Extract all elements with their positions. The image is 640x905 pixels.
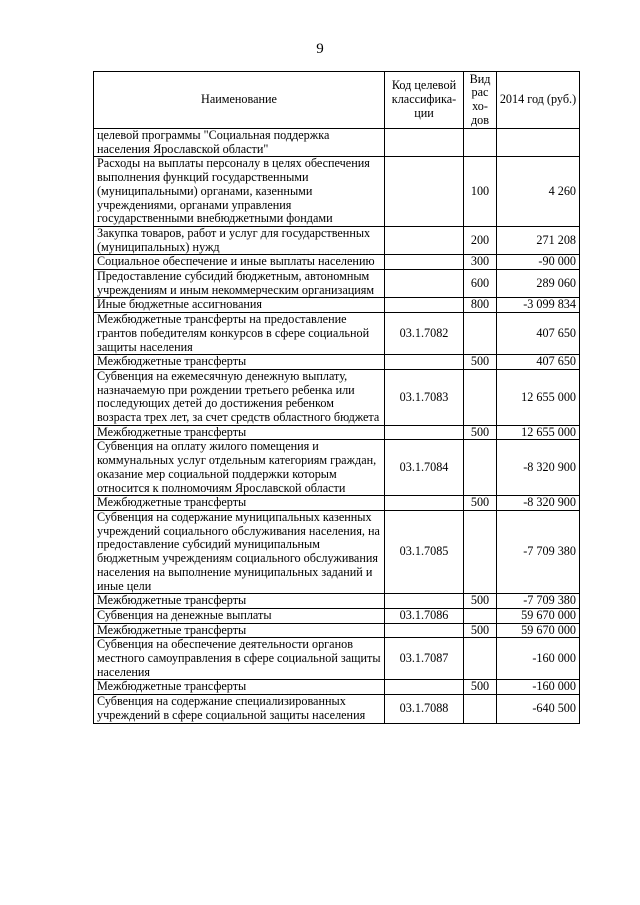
header-sum: 2014 год (руб.) [497, 72, 580, 129]
row-code-cell: 03.1.7086 [385, 608, 464, 623]
row-sum-cell: -90 000 [497, 255, 580, 270]
row-name-cell: Субвенция на содержание специализированных учреждений в сфере социальной защиты населения [94, 695, 385, 723]
table-row [94, 695, 580, 723]
table-row [94, 313, 580, 355]
row-code-cell [385, 298, 464, 313]
row-sum-cell: 12 655 000 [497, 369, 580, 425]
table-row [94, 157, 580, 227]
table-row [94, 680, 580, 695]
row-code-cell [385, 255, 464, 270]
row-type-cell: 500 [464, 496, 497, 511]
row-name-cell: Межбюджетные трансферты на предоставление грантов победителям конкурсов в сфере социальной защиты населения [94, 313, 385, 355]
row-sum-cell: 289 060 [497, 270, 580, 298]
row-type-cell [464, 510, 497, 593]
row-sum-cell: 4 260 [497, 157, 580, 227]
row-type-cell: 600 [464, 270, 497, 298]
table-row [94, 270, 580, 298]
table-row [94, 369, 580, 425]
row-name-cell: Межбюджетные трансферты [94, 623, 385, 638]
row-name-cell: Субвенция на обеспечение деятельности органов местного самоуправления в сфере социальной защиты населения [94, 638, 385, 680]
row-code-cell: 03.1.7084 [385, 440, 464, 496]
row-sum-cell: 407 650 [497, 355, 580, 370]
header-code: Код целевой классифика-ции [385, 72, 464, 129]
header-name: Наименование [94, 72, 385, 129]
row-type-cell [464, 695, 497, 723]
row-code-cell [385, 270, 464, 298]
row-name-cell: Межбюджетные трансферты [94, 680, 385, 695]
table-row [94, 425, 580, 440]
table-row [94, 638, 580, 680]
row-code-cell [385, 594, 464, 609]
row-code-cell: 03.1.7083 [385, 369, 464, 425]
row-name-cell: Социальное обеспечение и иные выплаты населению [94, 255, 385, 270]
row-code-cell [385, 355, 464, 370]
row-code-cell: 03.1.7085 [385, 510, 464, 593]
budget-table [93, 71, 580, 724]
row-name-cell: Субвенция на ежемесячную денежную выплату, назначаемую при рождении третьего ребенка или последующих детей до достижения ребенком возраста трех лет, за счет средств областного бюджета [94, 369, 385, 425]
row-type-cell: 100 [464, 157, 497, 227]
row-sum-cell [497, 129, 580, 157]
row-name-cell: Предоставление субсидий бюджетным, автономным учреждениям и иным некоммерческим организациям [94, 270, 385, 298]
row-type-cell: 300 [464, 255, 497, 270]
row-code-cell [385, 226, 464, 254]
row-type-cell [464, 313, 497, 355]
row-type-cell: 500 [464, 355, 497, 370]
row-sum-cell: -3 099 834 [497, 298, 580, 313]
row-type-cell [464, 638, 497, 680]
row-sum-cell: -8 320 900 [497, 440, 580, 496]
table-row [94, 608, 580, 623]
row-sum-cell: -7 709 380 [497, 510, 580, 593]
row-code-cell [385, 623, 464, 638]
row-sum-cell: -7 709 380 [497, 594, 580, 609]
table-row [94, 623, 580, 638]
row-name-cell: Субвенция на денежные выплаты [94, 608, 385, 623]
row-name-cell: Закупка товаров, работ и услуг для государственных (муниципальных) нужд [94, 226, 385, 254]
row-sum-cell: 407 650 [497, 313, 580, 355]
row-name-cell: целевой программы "Социальная поддержка населения Ярославской области" [94, 129, 385, 157]
row-sum-cell: 59 670 000 [497, 608, 580, 623]
row-sum-cell: 12 655 000 [497, 425, 580, 440]
table-row [94, 510, 580, 593]
page-number: 9 [316, 41, 324, 57]
table-row [94, 496, 580, 511]
row-sum-cell: -8 320 900 [497, 496, 580, 511]
row-code-cell [385, 680, 464, 695]
row-code-cell [385, 425, 464, 440]
row-type-cell: 500 [464, 680, 497, 695]
row-type-cell: 800 [464, 298, 497, 313]
table-row [94, 226, 580, 254]
row-code-cell: 03.1.7087 [385, 638, 464, 680]
row-type-cell [464, 608, 497, 623]
row-type-cell: 500 [464, 594, 497, 609]
row-type-cell [464, 369, 497, 425]
row-type-cell [464, 440, 497, 496]
row-code-cell: 03.1.7088 [385, 695, 464, 723]
row-code-cell [385, 496, 464, 511]
row-name-cell: Межбюджетные трансферты [94, 594, 385, 609]
row-name-cell: Субвенция на оплату жилого помещения и коммунальных услуг отдельным категориям граждан, оказание мер социальной поддержки которым относится к полномочиям Ярославской области [94, 440, 385, 496]
row-type-cell: 500 [464, 623, 497, 638]
row-sum-cell: -640 500 [497, 695, 580, 723]
row-name-cell: Межбюджетные трансферты [94, 355, 385, 370]
row-type-cell: 200 [464, 226, 497, 254]
row-code-cell: 03.1.7082 [385, 313, 464, 355]
row-code-cell [385, 157, 464, 227]
row-sum-cell: -160 000 [497, 680, 580, 695]
row-name-cell: Иные бюджетные ассигнования [94, 298, 385, 313]
header-type: Вид рас хо-дов [464, 72, 497, 129]
row-name-cell: Расходы на выплаты персоналу в целях обеспечения выполнения функций государственными (муниципальными) органами, казенными учреждениями, органами управления государственными внебюджетными фондами [94, 157, 385, 227]
row-code-cell [385, 129, 464, 157]
table-row [94, 440, 580, 496]
row-name-cell: Межбюджетные трансферты [94, 425, 385, 440]
table-row [94, 255, 580, 270]
table-row [94, 129, 580, 157]
table-header-row [94, 72, 580, 129]
table-row [94, 594, 580, 609]
row-sum-cell: 59 670 000 [497, 623, 580, 638]
row-sum-cell: 271 208 [497, 226, 580, 254]
row-type-cell [464, 129, 497, 157]
row-type-cell: 500 [464, 425, 497, 440]
row-name-cell: Межбюджетные трансферты [94, 496, 385, 511]
table-row [94, 355, 580, 370]
table-body [94, 129, 580, 724]
row-sum-cell: -160 000 [497, 638, 580, 680]
table-row [94, 298, 580, 313]
row-name-cell: Субвенция на содержание муниципальных казенных учреждений социального обслуживания населения, на предоставление субсидий муниципальным бюджетным учреждениям социального обслуживания населения на выполнение муниципальных заданий и иные цели [94, 510, 385, 593]
